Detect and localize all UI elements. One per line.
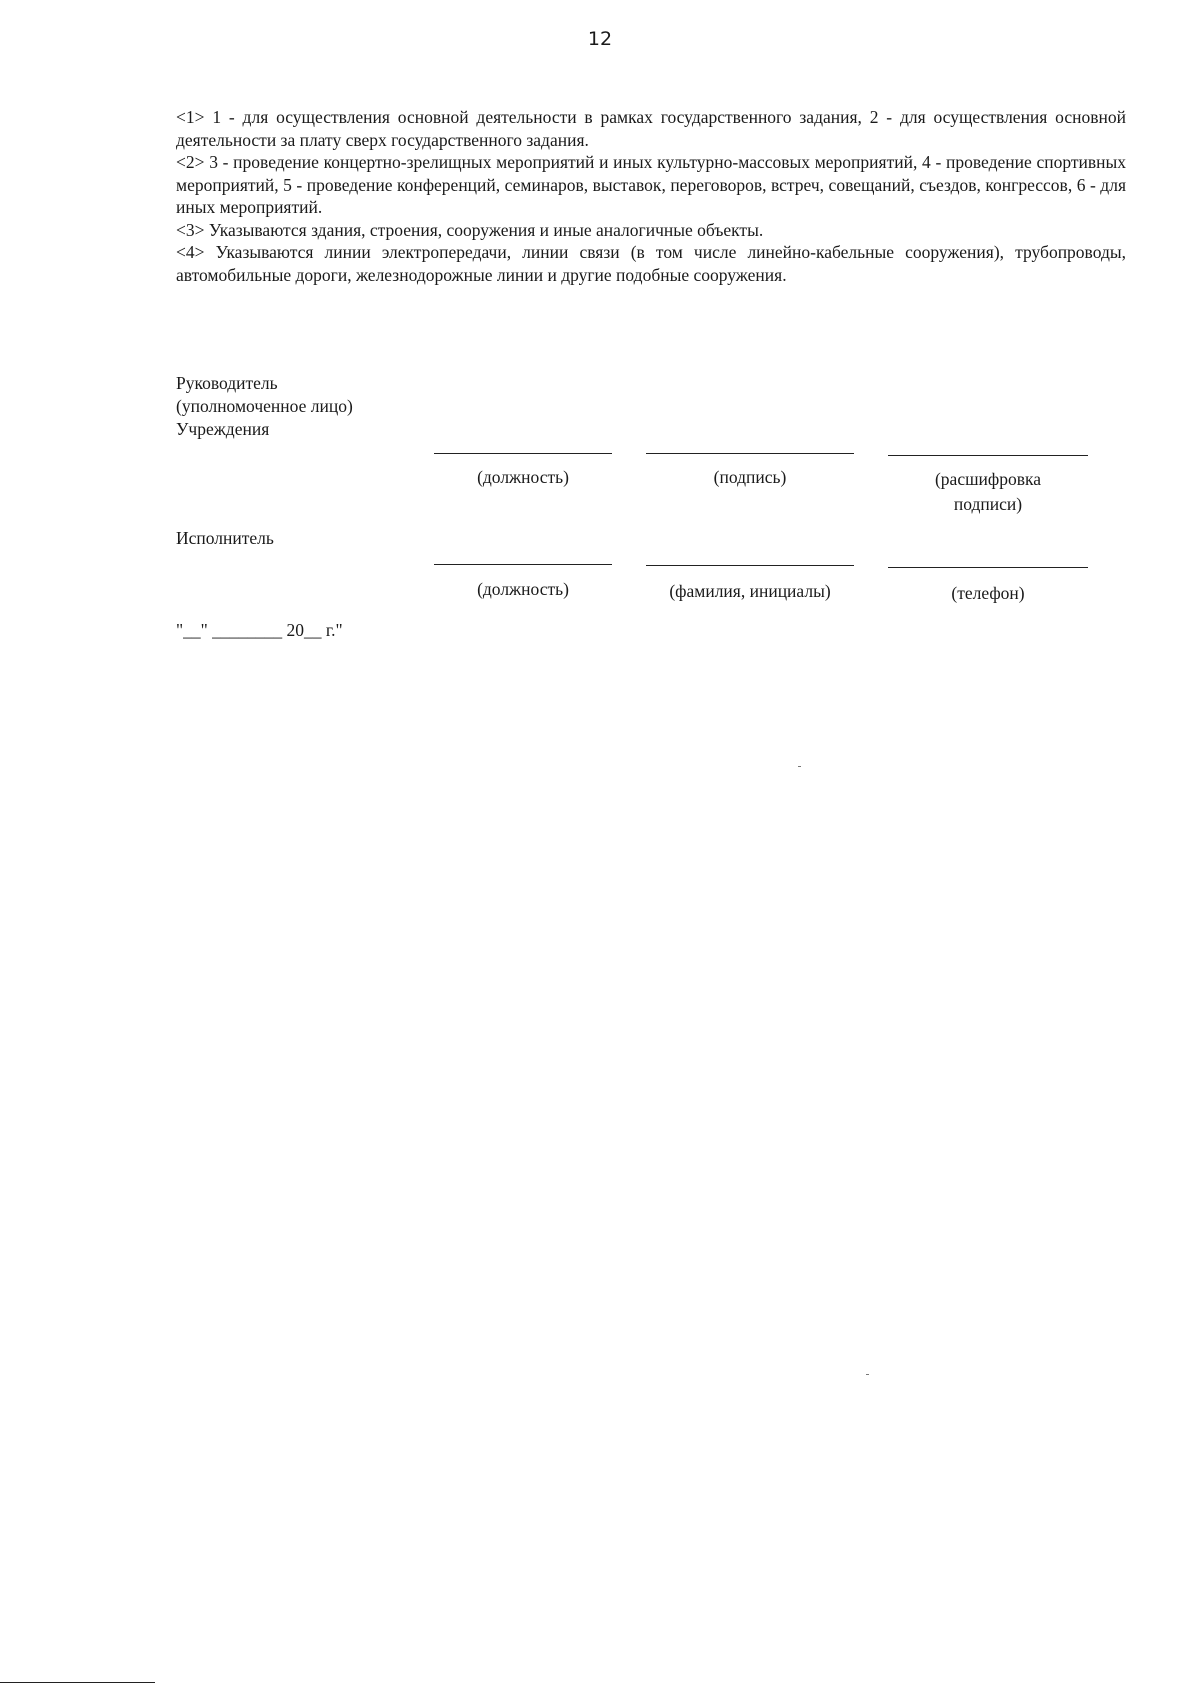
executor-name-line — [646, 565, 854, 566]
head-decoding-caption-line1: (расшифровка — [934, 469, 1042, 489]
head-signature-line — [646, 453, 854, 454]
footnote-2: <2> 3 - проведение концертно-зрелищных мероприятий и иных культурно-массовых мероприятий, 4 - проведение спортивных мероприятий, 5 - проведение конференций, семинаров, выставок, переговоров, встреч, совещаний, съездов, конгрессов, 6 - для иных мероприятий. — [176, 152, 1126, 217]
footnote-3: <3> Указываются здания, строения, сооружения и иные аналогичные объекты. — [176, 219, 764, 240]
bottom-rule — [0, 1682, 155, 1683]
head-label-line1: Руководитель — [176, 373, 278, 393]
page-number: 12 — [587, 28, 613, 50]
head-position-line — [434, 453, 612, 454]
footnote-1: <1> 1 - для осуществления основной деятельности в рамках государственного задания, 2 - для осуществления основной деятельности за плату сверх государственного задания. — [176, 107, 1126, 150]
executor-phone-line — [888, 567, 1088, 568]
footnotes — [176, 106, 1126, 286]
executor-position-line — [434, 564, 612, 565]
head-label-line3: Учреждения — [176, 419, 270, 439]
executor-name-caption: (фамилия, инициалы) — [669, 581, 831, 601]
executor-position-caption: (должность) — [477, 579, 569, 599]
footnote-4: <4> Указываются линии электропередачи, линии связи (в том числе линейно-кабельные сооружения), трубопроводы, автомобильные дороги, железнодорожные линии и другие подобные сооружения. — [176, 242, 1126, 285]
executor-phone-caption: (телефон) — [951, 583, 1025, 603]
executor-label: Исполнитель — [176, 528, 274, 548]
scan-speck — [866, 1374, 869, 1375]
head-position-caption: (должность) — [477, 467, 569, 487]
scan-speck — [798, 766, 801, 767]
head-signature-caption: (подпись) — [713, 467, 787, 487]
head-decoding-line — [888, 455, 1088, 456]
date-line: "__" ________ 20__ г." — [176, 620, 343, 640]
head-label-line2: (уполномоченное лицо) — [176, 396, 353, 416]
head-decoding-caption-line2: подписи) — [953, 494, 1023, 514]
